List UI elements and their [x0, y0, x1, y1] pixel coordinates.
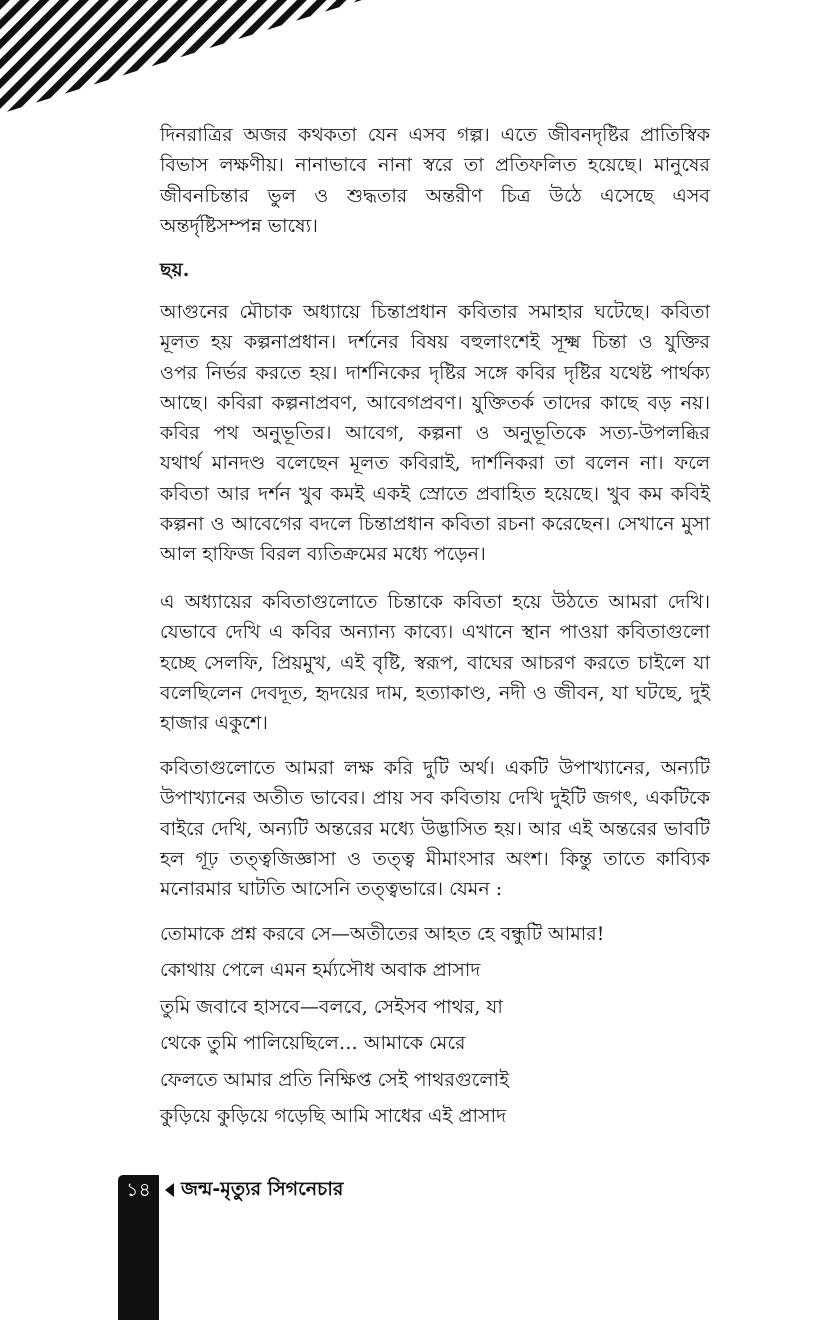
text-line: উপাখ্যানের অতীত ভাবের। প্রায় সব কবিতায় দেখি দুইটি জগৎ, একটিকে [160, 787, 710, 810]
text-line: মূলত হয় কল্পনাপ্রধান। দর্শনের বিষয় বহুলাংশেই সূক্ষ্ম চিন্তা ও যুক্তির [160, 331, 710, 354]
text-line: হল গূঢ় তত্ত্বজিজ্ঞাসা ও তত্ত্ব মীমাংসার অংশ। কিন্তু তাতে কাব্যিক [160, 847, 710, 870]
section-heading: ছয়. [160, 259, 190, 281]
corner-stripes-decoration [0, 0, 362, 116]
poem-line: তুমি জবাবে হাসবে—বলবে, সেইসব পাথর, যা [160, 995, 503, 1018]
text-line: কল্পনা ও আবেগের বদলে চিন্তাপ্রধান কবিতা রচনা করেছেন। সেখানে মুসা [160, 513, 710, 536]
text-line: দিনরাত্রির অজর কথকতা যেন এসব গল্প। এতে জীবনদৃষ্টির প্রাতিস্বিক [160, 124, 710, 146]
text-line: বিভাস লক্ষণীয়। নানাভাবে নানা স্বরে তা প্রতিফলিত হয়েছে। মানুষের [160, 154, 710, 177]
text-line: বলেছিলেন দেবদূত, হৃদয়ের দাম, হত্যাকাণ্ড, নদী ও জীবন, যা ঘটছে, দুই [160, 681, 710, 704]
text-line: কবিতাগুলোতে আমরা লক্ষ করি দুটি অর্থ। একটি উপাখ্যানের, অন্যটি [160, 757, 710, 779]
text-line: কবিতা আর দর্শন খুব কমই একই স্রোতে প্রবাহিত হয়েছে। খুব কম কবিই [160, 482, 710, 505]
text-line: যেভাবে দেখি এ কবির অন্যান্য কাব্যে। এখানে স্থান পাওয়া কবিতাগুলো [160, 621, 710, 644]
paragraph-intro [160, 120, 710, 241]
text-line: এ অধ্যায়ের কবিতাগুলোতে চিন্তাকে কবিতা হয়ে উঠতে আমরা দেখি। [160, 591, 710, 613]
text-line: আল হাফিজ বিরল ব্যতিক্রমের মধ্যে পড়েন। [160, 543, 486, 566]
page-number: ১৪ [126, 1179, 151, 1201]
poem-line: থেকে তুমি পালিয়েছিলে… আমাকে মেরে [160, 1032, 466, 1055]
stripes-triangle [0, 0, 362, 114]
text-line: যথার্থ মানদণ্ড বলেছেন মূলত কবিরাই, দার্শনিকরা তা বলেন না। ফলে [160, 452, 710, 475]
paragraph-4 [160, 753, 710, 904]
poem-line: ফেলতে আমার প্রতি নিক্ষিপ্ত সেই পাথরগুলোই [160, 1068, 509, 1091]
paragraph-2 [160, 297, 710, 570]
text-line: বাইরে দেখি, অন্যটি অন্তরের মধ্যে উদ্ভাসিত হয়। আর এই অন্তরের ভাবটি [160, 817, 711, 840]
text-line: আছে। কবিরা কল্পনাপ্রবণ, আবেগপ্রবণ। যুক্তিতর্ক তাদের কাছে বড় নয়। [160, 391, 710, 414]
text-line: হাজার একুশে। [160, 712, 268, 735]
text-line: হচ্ছে সেলফি, প্রিয়মুখ, এই বৃষ্টি, স্বরূপ, বাঘের আচরণ করতে চাইলে যা [160, 651, 710, 674]
text-line: জীবনচিন্তার ভুল ও শুদ্ধতার অন্তরীণ চিত্র উঠে এসেছে এসব [160, 184, 710, 207]
paragraph-3 [160, 587, 710, 738]
poem-line: তোমাকে প্রশ্ন করবে সে—অতীতের আহত হে বন্ধুটি আমার! [160, 923, 605, 945]
poem-line: কোথায় পেলে এমন হর্ম্যসৌধ অবাক প্রাসাদ [160, 959, 481, 982]
text-line: ওপর নির্ভর করতে হয়। দার্শনিকের দৃষ্টির সঙ্গে কবির দৃষ্টির যথেষ্ট পার্থক্য [160, 361, 710, 384]
text-line: আগুনের মৌচাক অধ্যায়ে চিন্তাপ্রধান কবিতার সমাহার ঘটেছে। কবিতা [160, 301, 710, 323]
text-line: মনোরমার ঘাটতি আসেনি তত্ত্বভারে। যেমন : [160, 878, 503, 901]
left-triangle-icon [165, 1183, 174, 1197]
running-footer-title: জন্ম-মৃত্যুর সিগনেচার [181, 1178, 344, 1200]
poem-excerpt [160, 916, 710, 1134]
poem-line: কুড়িয়ে কুড়িয়ে গড়েছি আমি সাধের এই প্রাসাদ [160, 1104, 507, 1127]
text-line: অন্তর্দৃষ্টিসম্পন্ন ভাষ্যে। [160, 214, 318, 237]
text-line: কবির পথ অনুভূতির। আবেগ, কল্পনা ও অনুভূতিকে সত্য-উপলব্ধির [160, 422, 710, 445]
